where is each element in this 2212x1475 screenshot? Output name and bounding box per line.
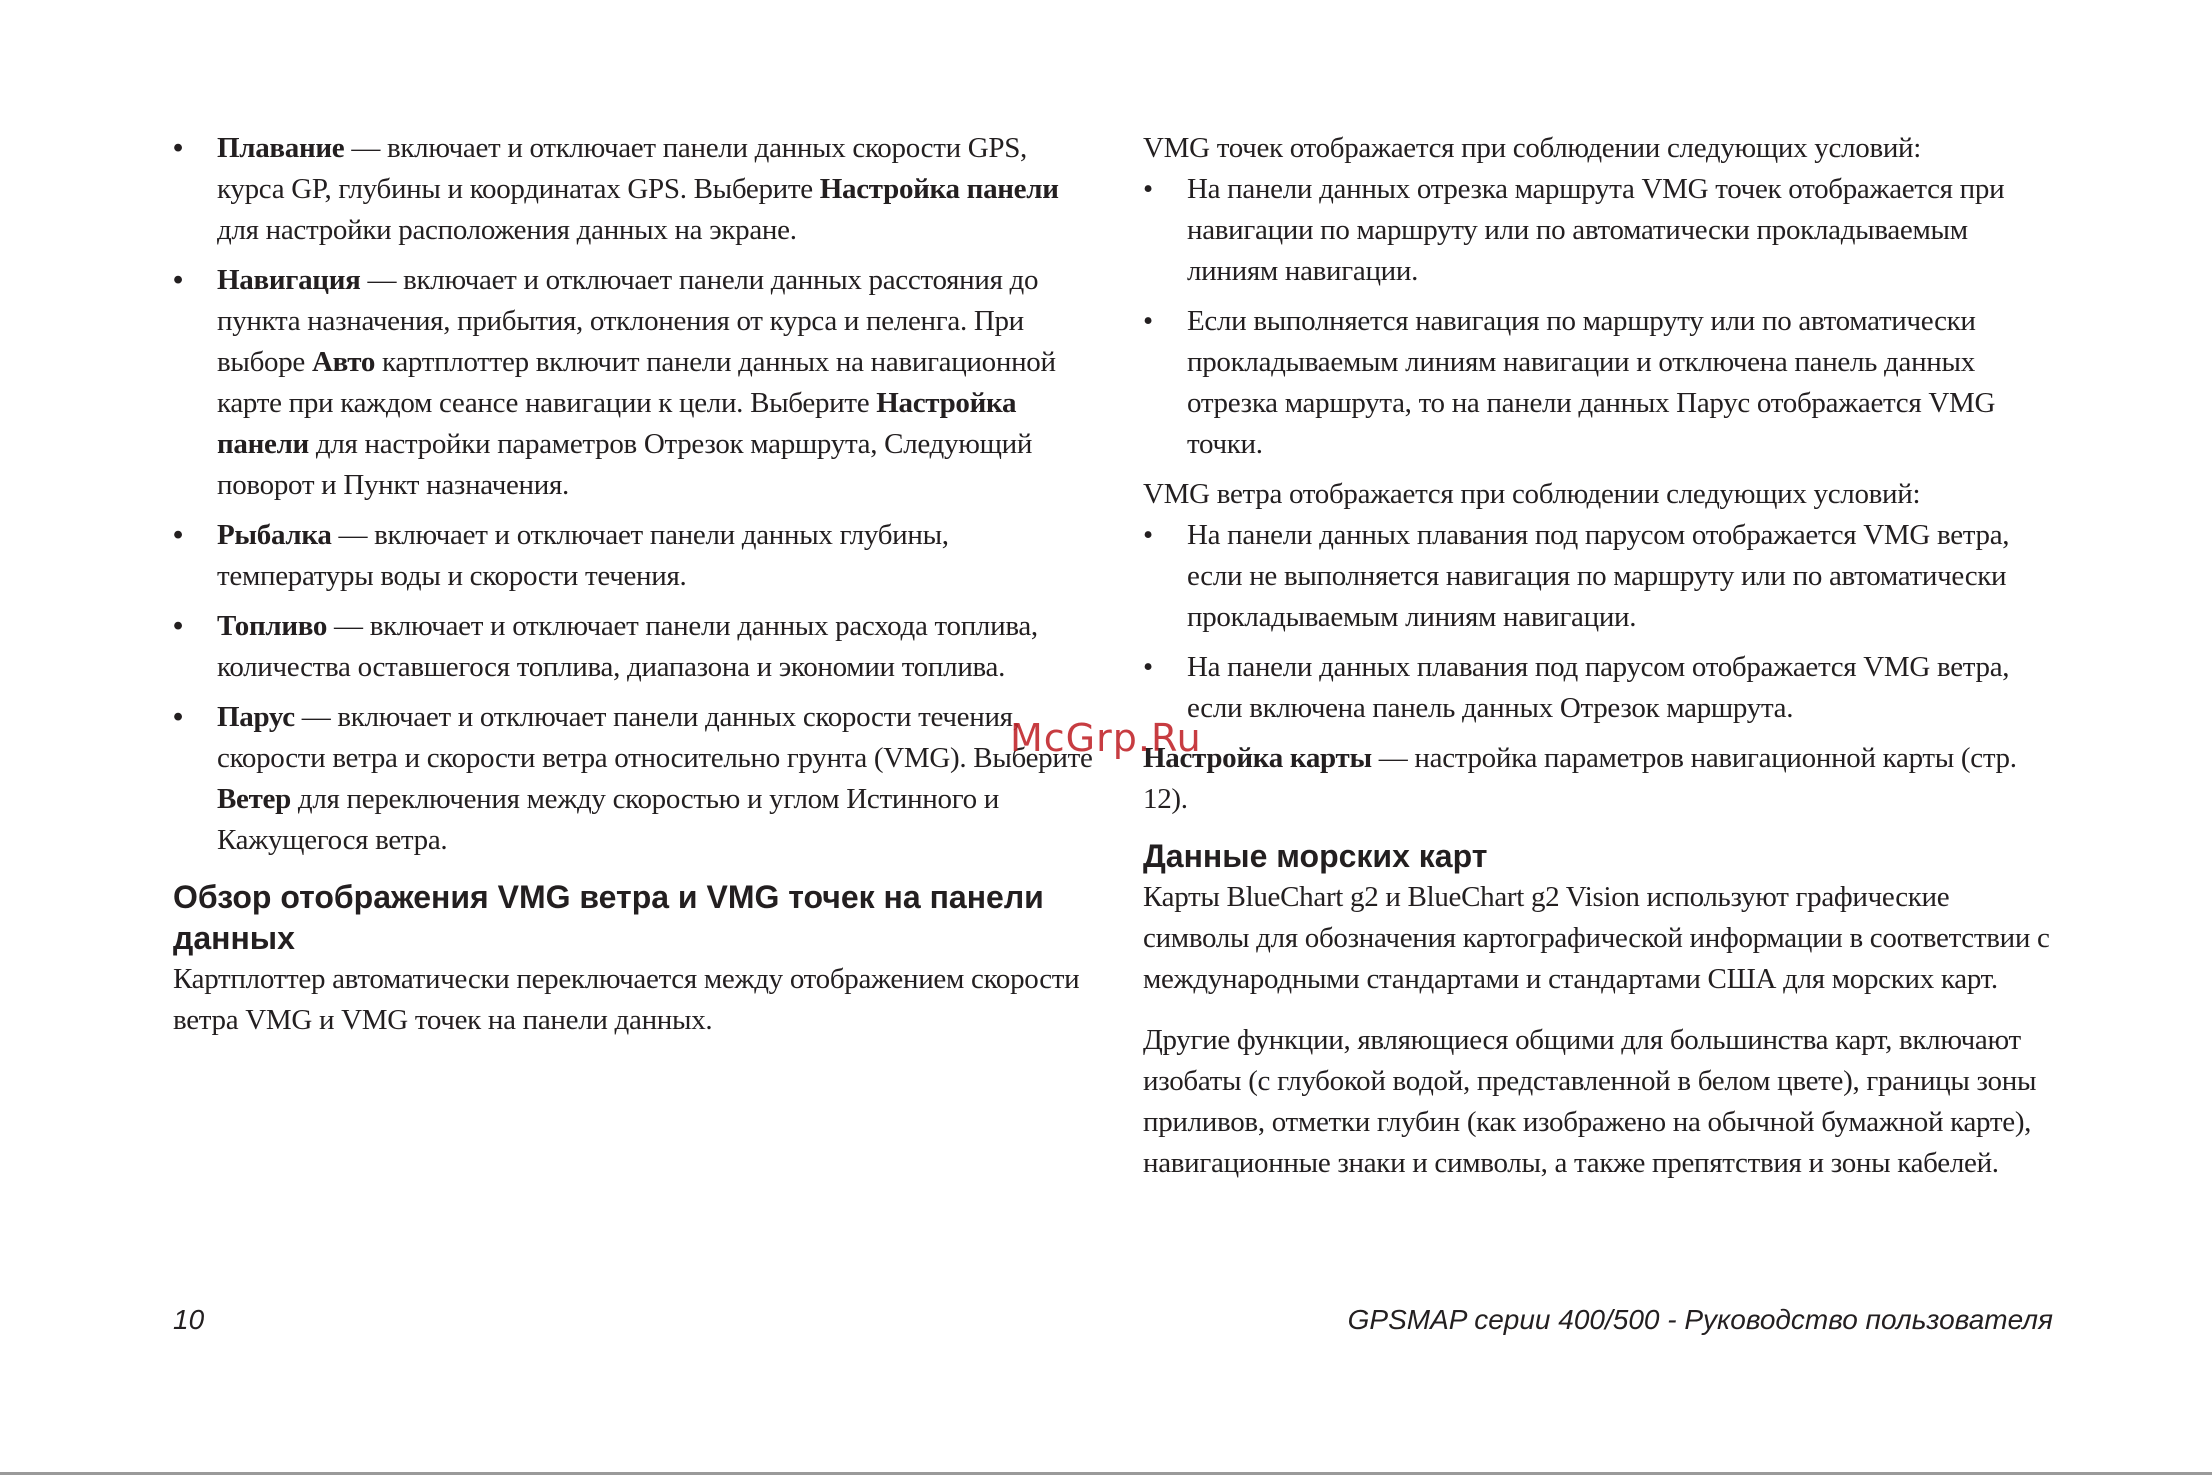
item-text: — включает и отключает панели данных скорости течения, скорости ветра и скорости ветра относительно грунта (VMG). Выберите xyxy=(217,701,1093,774)
footer-title: GPSMAP серии 400/500 - Руководство пользователя xyxy=(1347,1304,2053,1335)
watermark-logo: McGrp.Ru xyxy=(1010,716,1202,760)
list-item xyxy=(1143,169,2058,292)
paragraph-charts-1: Карты BlueChart g2 и BlueChart g2 Vision используют графические символы для обозначения картографической информации в соответствии с международными стандартами и стандартами США для морских карт. xyxy=(1143,881,2050,995)
section-heading-vmg: Обзор отображения VMG ветра и VMG точек на панели данных xyxy=(173,879,1044,956)
item-term: Настройка панели xyxy=(217,387,1017,460)
list-item xyxy=(1143,515,2058,638)
bullet-icon: • xyxy=(173,519,183,551)
chart-setup-term: Настройка карты xyxy=(1143,742,1372,774)
page-number: 10 xyxy=(173,1304,205,1335)
bullet-icon: • xyxy=(173,610,183,642)
item-text: — включает и отключает панели данных скорости GPS, курса GP, глубины и координатах GPS. Выберите xyxy=(217,132,1027,205)
term-navigation: Навигация xyxy=(217,264,361,296)
section-heading-charts: Данные морских карт xyxy=(1143,838,1488,874)
paragraph-charts-2: Другие функции, являющиеся общими для большинства карт, включают изобаты (с глубокой водой, представленной в белом цвете), границы зоны приливов, отметки глубин (как изображено на обычной бумажной карте), навигационные знаки и символы, а также препятствия и зоны кабелей. xyxy=(1143,1024,2037,1179)
list-item-sailing xyxy=(173,697,1093,861)
item-term: Авто xyxy=(311,346,376,378)
item-text: картплоттер включит панели данных на навигационной карте при каждом сеансе навигации к цели. Выберите xyxy=(217,346,1056,419)
chart-setup-text: — настройка параметров навигационной карты (стр. 12). xyxy=(1143,742,2017,815)
item-text: — включает и отключает панели данных расстояния до пункта назначения, прибытия, отклонения от курса и пеленга. При выборе xyxy=(217,264,1039,378)
intro-waypoint-vmg: VMG точек отображается при соблюдении следующих условий: xyxy=(1143,132,1922,164)
term-fuel: Топливо xyxy=(217,610,328,642)
list-item xyxy=(1143,647,2058,729)
item-text: На панели данных плавания под парусом отображается VMG ветра, если включена панель данных Отрезок маршрута. xyxy=(1187,651,2010,724)
item-text: На панели данных отрезка маршрута VMG точек отображается при навигации по маршруту или по автоматически прокладываемым линиям навигации. xyxy=(1187,173,2005,287)
bullet-icon: • xyxy=(1143,305,1153,337)
wind-conditions-list xyxy=(1143,515,2058,729)
chart-setup-paragraph xyxy=(1143,738,2058,820)
waypoint-conditions-list xyxy=(1143,169,2058,465)
item-term: Настройка панели xyxy=(819,173,1059,205)
item-text: для настройки параметров Отрезок маршрута, Следующий поворот и Пункт назначения. xyxy=(217,428,1033,501)
term-fishing: Рыбалка xyxy=(217,519,332,551)
list-item xyxy=(1143,301,2058,465)
list-item-fuel xyxy=(173,606,1093,688)
left-column xyxy=(173,128,1093,1041)
item-term: Ветер xyxy=(217,783,291,815)
term-cruising: Плавание xyxy=(217,132,345,164)
item-text: Если выполняется навигация по маршруту или по автоматически прокладываемым линиям навигации и отключена панель данных отрезка маршрута, то на панели данных Парус отображается VMG точки. xyxy=(1187,305,1996,460)
term-sailing: Парус xyxy=(217,701,295,733)
bullet-icon: • xyxy=(173,132,183,164)
intro-wind-vmg: VMG ветра отображается при соблюдении следующих условий: xyxy=(1143,478,1921,510)
right-column xyxy=(1143,128,2058,1184)
bullet-icon: • xyxy=(1143,519,1153,551)
bullet-icon: • xyxy=(1143,173,1153,205)
bullet-icon: • xyxy=(173,264,183,296)
item-text: — включает и отключает панели данных расхода топлива, количества оставшегося топлива, диапазона и экономии топлива. xyxy=(217,610,1038,683)
item-text: — включает и отключает панели данных глубины, температуры воды и скорости течения. xyxy=(217,519,949,592)
data-bar-options-list xyxy=(173,128,1093,861)
bullet-icon: • xyxy=(173,701,183,733)
bullet-icon: • xyxy=(1143,651,1153,683)
item-text: для переключения между скоростью и углом Истинного и Кажущегося ветра. xyxy=(217,783,999,856)
list-item-cruising xyxy=(173,128,1093,251)
list-item-navigation xyxy=(173,260,1093,506)
item-text: для настройки расположения данных на экране. xyxy=(217,214,797,246)
paragraph-vmg: Картплоттер автоматически переключается между отображением скорости ветра VMG и VMG точек на панели данных. xyxy=(173,963,1080,1036)
list-item-fishing xyxy=(173,515,1093,597)
item-text: На панели данных плавания под парусом отображается VMG ветра, если не выполняется навигация по маршруту или по автоматически прокладываемым линиям навигации. xyxy=(1187,519,2010,633)
